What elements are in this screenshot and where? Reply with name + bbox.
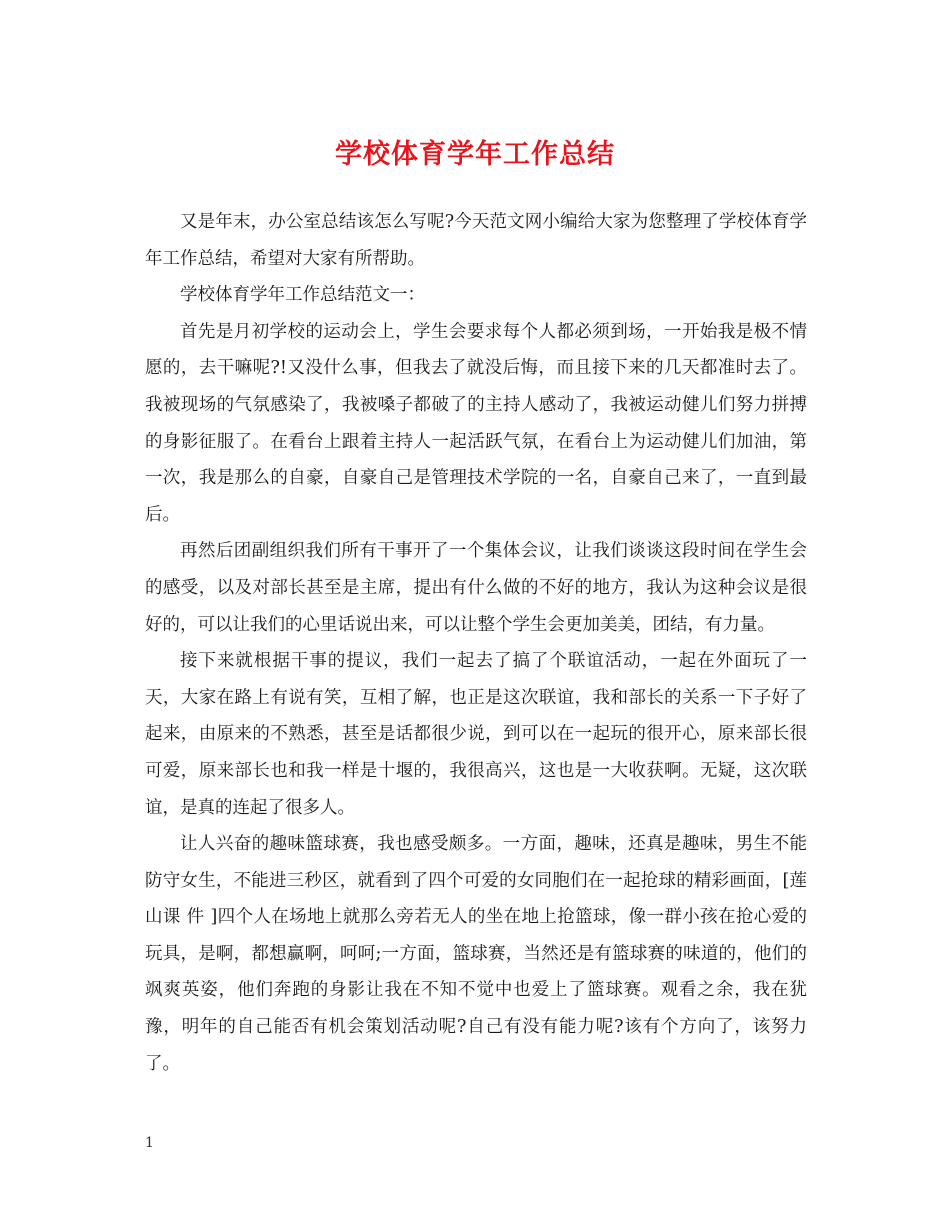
- paragraph-social-event: 接下来就根据干事的提议，我们一起去了搞了个联谊活动，一起在外面玩了一天，大家在路上有说有笑，互相了解，也正是这次联谊，我和部长的关系一下子好了起来，由原来的不熟悉，甚至是话都很少说，到可以在一起玩的很开心，原来部长很可爱，原来部长也和我一样是十堰的，我很高兴，这也是一大收获啊。无疑，这次联谊，是真的连起了很多人。: [145, 651, 807, 818]
- document-body: [145, 204, 807, 1082]
- page-number: 1: [145, 1135, 154, 1151]
- paragraph-section-heading: 学校体育学年工作总结范文一：: [180, 285, 425, 306]
- paragraph-meeting: 再然后团副组织我们所有干事开了一个集体会议，让我们谈谈这段时间在学生会的感受，以及对部长甚至是主席，提出有什么做的不好的地方，我认为这种会议是很好的，可以让我们的心里话说出来，可以让整个学生会更加美美，团结，有力量。: [145, 541, 807, 635]
- document-title: 学校体育学年工作总结: [335, 139, 615, 170]
- paragraph-sports-meet: 首先是月初学校的运动会上，学生会要求每个人都必须到场，一开始我是极不情愿的，去干嘛呢?!又没什么事，但我去了就没后悔，而且接下来的几天都准时去了。我被现场的气氛感染了，我被嗓子都破了的主持人感动了，我被运动健儿们努力拼搏的身影征服了。在看台上跟着主持人一起活跃气氛，在看台上为运动健儿们加油，第一次，我是那么的自豪，自豪自己是管理技术学院的一名，自豪自己来了，一直到最后。: [145, 321, 807, 525]
- paragraph-basketball: 让人兴奋的趣味篮球赛，我也感受颇多。一方面，趣味，还真是趣味，男生不能防守女生，不能进三秒区，就看到了四个可爱的女同胞们在一起抢球的精彩画面，[莲山课 件 ]四个人在场地上就那么旁若无人的坐在地上抢篮球，像一群小孩在抢心爱的玩具，是啊，都想赢啊，呵呵;一方面，篮球赛，当然还是有篮球赛的味道的，他们的飒爽英姿，他们奔跑的身影让我在不知不觉中也爱上了篮球赛。观看之余，我在犹豫，明年的自己能否有机会策划活动呢?自己有没有能力呢?该有个方向了，该努力了。: [145, 834, 807, 1074]
- paragraph-intro: 又是年末，办公室总结该怎么写呢?今天范文网小编给大家为您整理了学校体育学年工作总结，希望对大家有所帮助。: [145, 212, 807, 269]
